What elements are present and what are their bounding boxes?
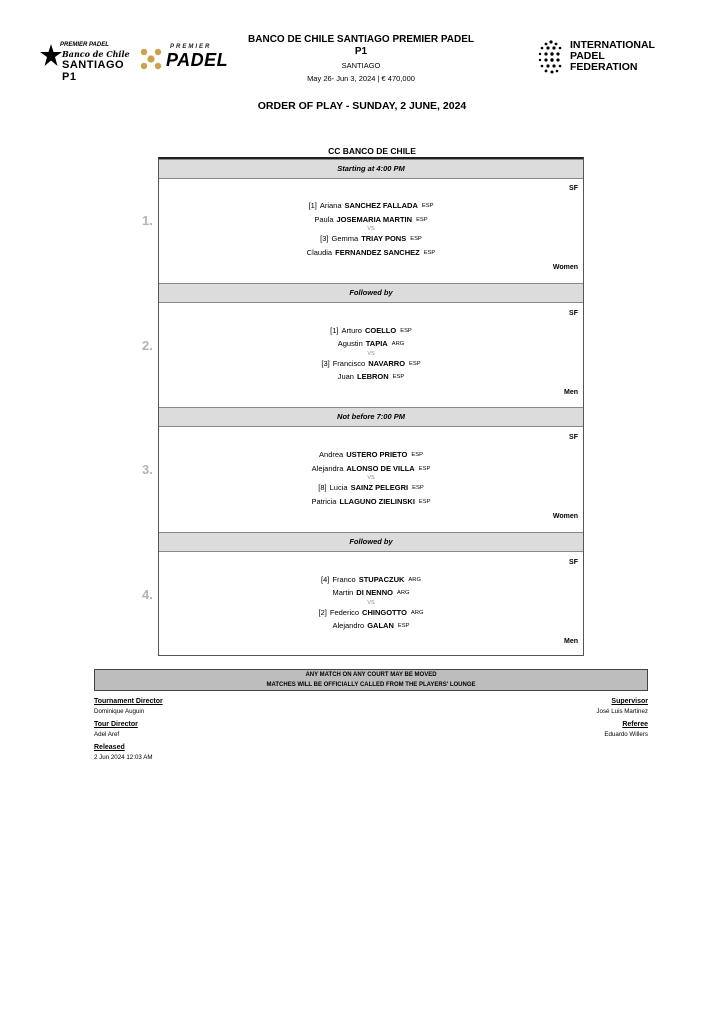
player-seed: [3]: [320, 234, 329, 243]
fip-line1: INTERNATIONAL: [570, 39, 655, 51]
match-round: SF: [569, 185, 578, 192]
player-last-name: ALONSO DE VILLA: [346, 463, 415, 473]
player-row: [159, 324, 583, 338]
tournament-category: P1: [354, 46, 368, 57]
match-category: Women: [552, 513, 578, 520]
player-nationality: ESP: [418, 498, 431, 505]
match-number: 3.: [142, 462, 153, 477]
player-nationality: ESP: [400, 327, 412, 334]
premier-padel-mark-icon: [138, 46, 164, 72]
player-last-name: SAINZ PELEGRI: [350, 483, 409, 492]
player-last-name: NAVARRO: [368, 358, 406, 368]
match-category: Men: [564, 637, 578, 645]
player-row: [159, 448, 583, 462]
player-row: [159, 481, 583, 495]
match-round: SF: [569, 309, 578, 317]
match-category: Women: [552, 264, 578, 271]
match-round: SF: [569, 434, 578, 441]
tour-director-block: [94, 721, 138, 738]
match-number: 2.: [142, 337, 153, 353]
player-row: [159, 586, 583, 600]
player-nationality: ESP: [410, 236, 422, 242]
time-band: Starting at 4:00 PM: [159, 159, 583, 179]
player-nationality: ESP: [392, 374, 405, 380]
player-nationality: ESP: [423, 249, 436, 256]
player-seed: [8]: [318, 483, 327, 492]
tour-director-label: Tour Director: [94, 721, 138, 728]
tournament-director-label: Tournament Director: [94, 698, 163, 705]
player-first-name: Agustin: [337, 339, 363, 348]
logo-left-line2: Banco de Chile: [62, 49, 130, 59]
player-first-name: Arturo: [341, 325, 362, 335]
fip-logo-text: [570, 40, 655, 73]
player-row: [159, 246, 583, 260]
player-last-name: LLAGUNO ZIELINSKI: [339, 496, 415, 506]
logo-mid-big: PADEL: [166, 50, 229, 70]
fip-line3: FEDERATION: [570, 61, 638, 73]
match-block: [159, 428, 583, 533]
player-seed: [2]: [318, 607, 327, 617]
versus-label: VS: [367, 350, 375, 357]
player-last-name: STUPACZUK: [358, 574, 405, 584]
time-band: Followed by: [159, 532, 583, 552]
supervisor-block: [596, 698, 648, 715]
versus-label: VS: [367, 475, 375, 481]
supervisor-name: José Luis Martinez: [596, 708, 648, 715]
tournament-city: SANTIAGO: [341, 61, 381, 70]
referee-block: [604, 721, 648, 738]
player-row: [159, 213, 583, 227]
notice-line2: MATCHES WILL BE OFFICIALLY CALLED FROM THE PLAYERS' LOUNGE: [266, 681, 476, 688]
player-row: [159, 462, 583, 476]
player-row: [159, 337, 583, 351]
player-seed: [1]: [308, 201, 317, 210]
released-label: Released: [94, 744, 125, 751]
match-number: 1.: [142, 213, 153, 228]
versus-label: VS: [367, 226, 375, 232]
player-nationality: ESP: [412, 485, 424, 491]
tournament-title: BANCO DE CHILE SANTIAGO PREMIER PADEL: [248, 34, 474, 45]
time-band: Followed by: [159, 283, 583, 303]
player-first-name: Francisco: [332, 358, 366, 368]
released-date: 2 Jun 2024 12:03 AM: [94, 754, 153, 761]
player-first-name: Lucia: [329, 483, 348, 492]
player-last-name: COELLO: [364, 325, 397, 335]
player-first-name: Martin: [332, 588, 354, 597]
court-name: CC BANCO DE CHILE: [328, 146, 416, 156]
player-first-name: Andrea: [319, 450, 344, 459]
player-nationality: ESP: [409, 360, 421, 367]
notice-line1: ANY MATCH ON ANY COURT MAY BE MOVED: [305, 672, 437, 678]
logo-mid-small: PREMIER: [170, 44, 212, 50]
santiago-p1-logo: [40, 42, 130, 83]
player-seed: [1]: [330, 325, 339, 335]
player-nationality: ESP: [416, 216, 428, 223]
player-row: [159, 199, 583, 213]
player-row: [159, 370, 583, 384]
match-players: [159, 324, 583, 384]
logo-left-line3: SANTIAGO P1: [62, 59, 125, 83]
player-last-name: TAPIA: [365, 339, 388, 348]
player-first-name: Paula: [314, 214, 334, 224]
player-row: [159, 357, 583, 371]
player-row: [159, 232, 583, 246]
player-last-name: TRIAY PONS: [361, 234, 407, 243]
supervisor-label: Supervisor: [611, 698, 648, 705]
versus-label: VS: [367, 599, 375, 606]
order-of-play-title: ORDER OF PLAY - SUNDAY, 2 JUNE, 2024: [257, 100, 467, 112]
player-row: [159, 495, 583, 509]
player-last-name: FERNANDEZ SANCHEZ: [335, 247, 420, 257]
player-nationality: ARG: [408, 576, 421, 583]
player-first-name: Franco: [332, 574, 356, 584]
player-row: [159, 573, 583, 587]
star-icon: [40, 44, 62, 68]
fip-line2: PADEL: [570, 50, 605, 62]
match-number: 4.: [142, 586, 153, 602]
tournament-director-block: [94, 698, 163, 715]
player-first-name: Alejandro: [332, 621, 365, 630]
released-block: [94, 744, 152, 761]
player-nationality: ARG: [391, 341, 405, 347]
referee-label: Referee: [622, 721, 648, 728]
referee-name: Eduardo Willers: [604, 731, 648, 738]
notice-banner: [94, 669, 648, 691]
tournament-header: [220, 34, 502, 84]
player-nationality: ESP: [418, 465, 431, 472]
player-nationality: ESP: [421, 203, 434, 209]
tour-director-name: Adel Aref: [94, 731, 120, 738]
player-nationality: ARG: [396, 590, 410, 596]
schedule-table: [158, 157, 584, 656]
match-round: SF: [569, 558, 578, 566]
player-last-name: DI NENNO: [356, 588, 393, 597]
match-players: [159, 573, 583, 633]
match-category: Men: [564, 388, 578, 396]
match-players: [159, 199, 583, 259]
padel-ball-icon: [536, 38, 566, 76]
player-last-name: LEBRON: [356, 372, 389, 381]
time-band: Not before 7:00 PM: [159, 407, 583, 427]
tournament-dates-prize: May 26- Jun 3, 2024 | € 470,000: [307, 74, 415, 83]
player-row: [159, 619, 583, 633]
player-first-name: Claudia: [306, 247, 333, 257]
logo-left-line1: PREMIER PADEL: [60, 42, 109, 48]
player-last-name: SANCHEZ FALLADA: [344, 201, 418, 210]
player-last-name: USTERO PRIETO: [346, 450, 408, 459]
player-seed: [4]: [321, 574, 330, 584]
player-first-name: Federico: [329, 607, 360, 617]
fip-logo: [536, 38, 655, 78]
player-first-name: Patricia: [311, 496, 337, 506]
player-first-name: Gemma: [331, 234, 359, 243]
player-nationality: ARG: [410, 609, 424, 616]
player-last-name: JOSEMARIA MARTIN: [336, 214, 413, 224]
player-nationality: ESP: [411, 452, 423, 458]
match-block: [159, 179, 583, 284]
player-first-name: Alejandra: [311, 463, 344, 473]
player-seed: [3]: [321, 358, 330, 368]
player-last-name: GALAN: [367, 621, 394, 630]
match-block: [159, 304, 583, 409]
player-row: [159, 606, 583, 620]
player-last-name: CHINGOTTO: [362, 607, 407, 617]
player-nationality: ESP: [397, 623, 410, 629]
tournament-director-name: Dominique Auguin: [94, 708, 145, 715]
match-block: [159, 553, 583, 658]
player-first-name: Juan: [337, 372, 354, 381]
match-players: [159, 448, 583, 508]
player-first-name: Ariana: [319, 201, 342, 210]
